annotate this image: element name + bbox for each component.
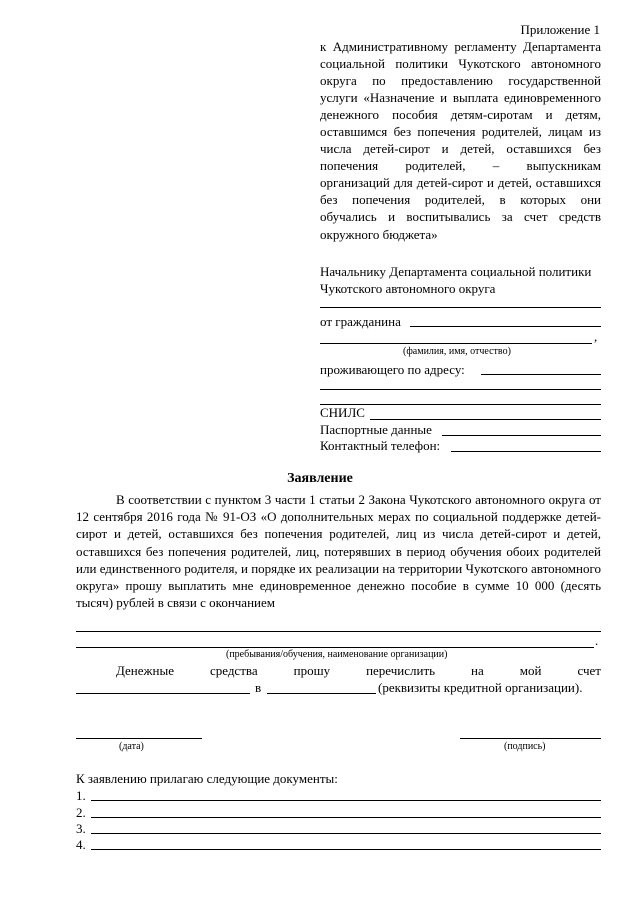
org-caption: (пребывания/обучения, наименование организации) bbox=[226, 649, 448, 660]
blank-line-snils[interactable] bbox=[370, 419, 601, 420]
blank-line-reason-2[interactable] bbox=[76, 647, 594, 648]
fio-caption: (фамилия, имя, отчество) bbox=[403, 346, 511, 357]
signature-caption: (подпись) bbox=[504, 741, 546, 752]
bank-caption: (реквизиты кредитной организации). bbox=[378, 680, 583, 695]
blank-line-attachment-4[interactable] bbox=[91, 849, 601, 850]
passport-label: Паспортные данные bbox=[320, 422, 432, 437]
reason-dot: . bbox=[595, 633, 599, 648]
address-label: проживающего по адресу: bbox=[320, 362, 465, 377]
blank-line-fio[interactable] bbox=[320, 343, 592, 344]
blank-line-address-1[interactable] bbox=[481, 374, 601, 375]
statement-body: В соответствии с пунктом 3 части 1 статьи 2 Закона Чукотского автономного округа от 12 сентября 2016 года № 91-ОЗ «О дополнительных мерах по социальной поддержке детей-сирот и детей, оставшихся без попечения родителей, лиц из числа детей-сирот и детей, оставшихся без попечения родителей, лиц, потерявших в период обучения обоих родителей или единственного родителя, и порядке их реализации на территории Чукотского автономного округа» прошу выплатить мне единовременное денежно пособие в сумме 10 000 (десять тысяч) рублей в связи с окончанием bbox=[76, 492, 601, 611]
attachment-number: 3. bbox=[76, 821, 86, 836]
blank-line-attachment-1[interactable] bbox=[91, 800, 601, 801]
transfer-word: на bbox=[471, 663, 484, 678]
fio-comma: , bbox=[594, 329, 598, 344]
blank-line-from[interactable] bbox=[410, 326, 601, 327]
blank-line-account[interactable] bbox=[76, 693, 250, 694]
transfer-word: Денежные bbox=[116, 663, 174, 678]
blank-line-signature[interactable] bbox=[460, 738, 601, 739]
date-caption: (дата) bbox=[119, 741, 144, 752]
appendix-reference: к Административному регламенту Департамента социальной политики Чукотского автономного округа по предоставлению государственной услуги «Назначение и выплата единовременного денежного пособия детям-сиротам и детям, оставшимся без попечения родителей, лицам из числа детей-сирот и детей, оставшихся без попечения родителей, – выпускникам организаций для детей-сирот и детей, оставшихся без попечения родителей, в которых они обучались и воспитывались за счет средств окружного бюджета» bbox=[320, 39, 601, 242]
statement-title: Заявление bbox=[287, 471, 353, 486]
attachment-number: 2. bbox=[76, 805, 86, 820]
blank-line-phone[interactable] bbox=[451, 451, 601, 452]
blank-line-attachment-3[interactable] bbox=[91, 833, 601, 834]
from-label: от гражданина bbox=[320, 314, 401, 329]
transfer-word: прошу bbox=[293, 663, 331, 678]
transfer-word: счет bbox=[577, 663, 601, 678]
blank-line-reason-1[interactable] bbox=[76, 631, 601, 632]
blank-line-passport[interactable] bbox=[442, 435, 601, 436]
appendix-number: Приложение 1 bbox=[520, 22, 600, 37]
attachment-number: 4. bbox=[76, 837, 86, 852]
transfer-line bbox=[76, 662, 601, 679]
addressee: Начальнику Департамента социальной политики Чукотского автономного округа bbox=[320, 264, 592, 296]
transfer-word: средства bbox=[209, 663, 258, 678]
transfer-word: мой bbox=[519, 663, 542, 678]
blank-line-date[interactable] bbox=[76, 738, 202, 739]
blank-line-attachment-2[interactable] bbox=[91, 817, 601, 818]
blank-line-bank[interactable] bbox=[267, 693, 376, 694]
blank-line-address-2[interactable] bbox=[320, 389, 601, 390]
transfer-word: перечислить bbox=[366, 663, 436, 678]
snils-label: СНИЛС bbox=[320, 405, 365, 420]
attachment-number: 1. bbox=[76, 788, 86, 803]
in-word: в bbox=[255, 680, 262, 695]
attachments-intro: К заявлению прилагаю следующие документы: bbox=[76, 771, 338, 786]
phone-label: Контактный телефон: bbox=[320, 438, 441, 453]
blank-line-addressee[interactable] bbox=[320, 307, 601, 308]
